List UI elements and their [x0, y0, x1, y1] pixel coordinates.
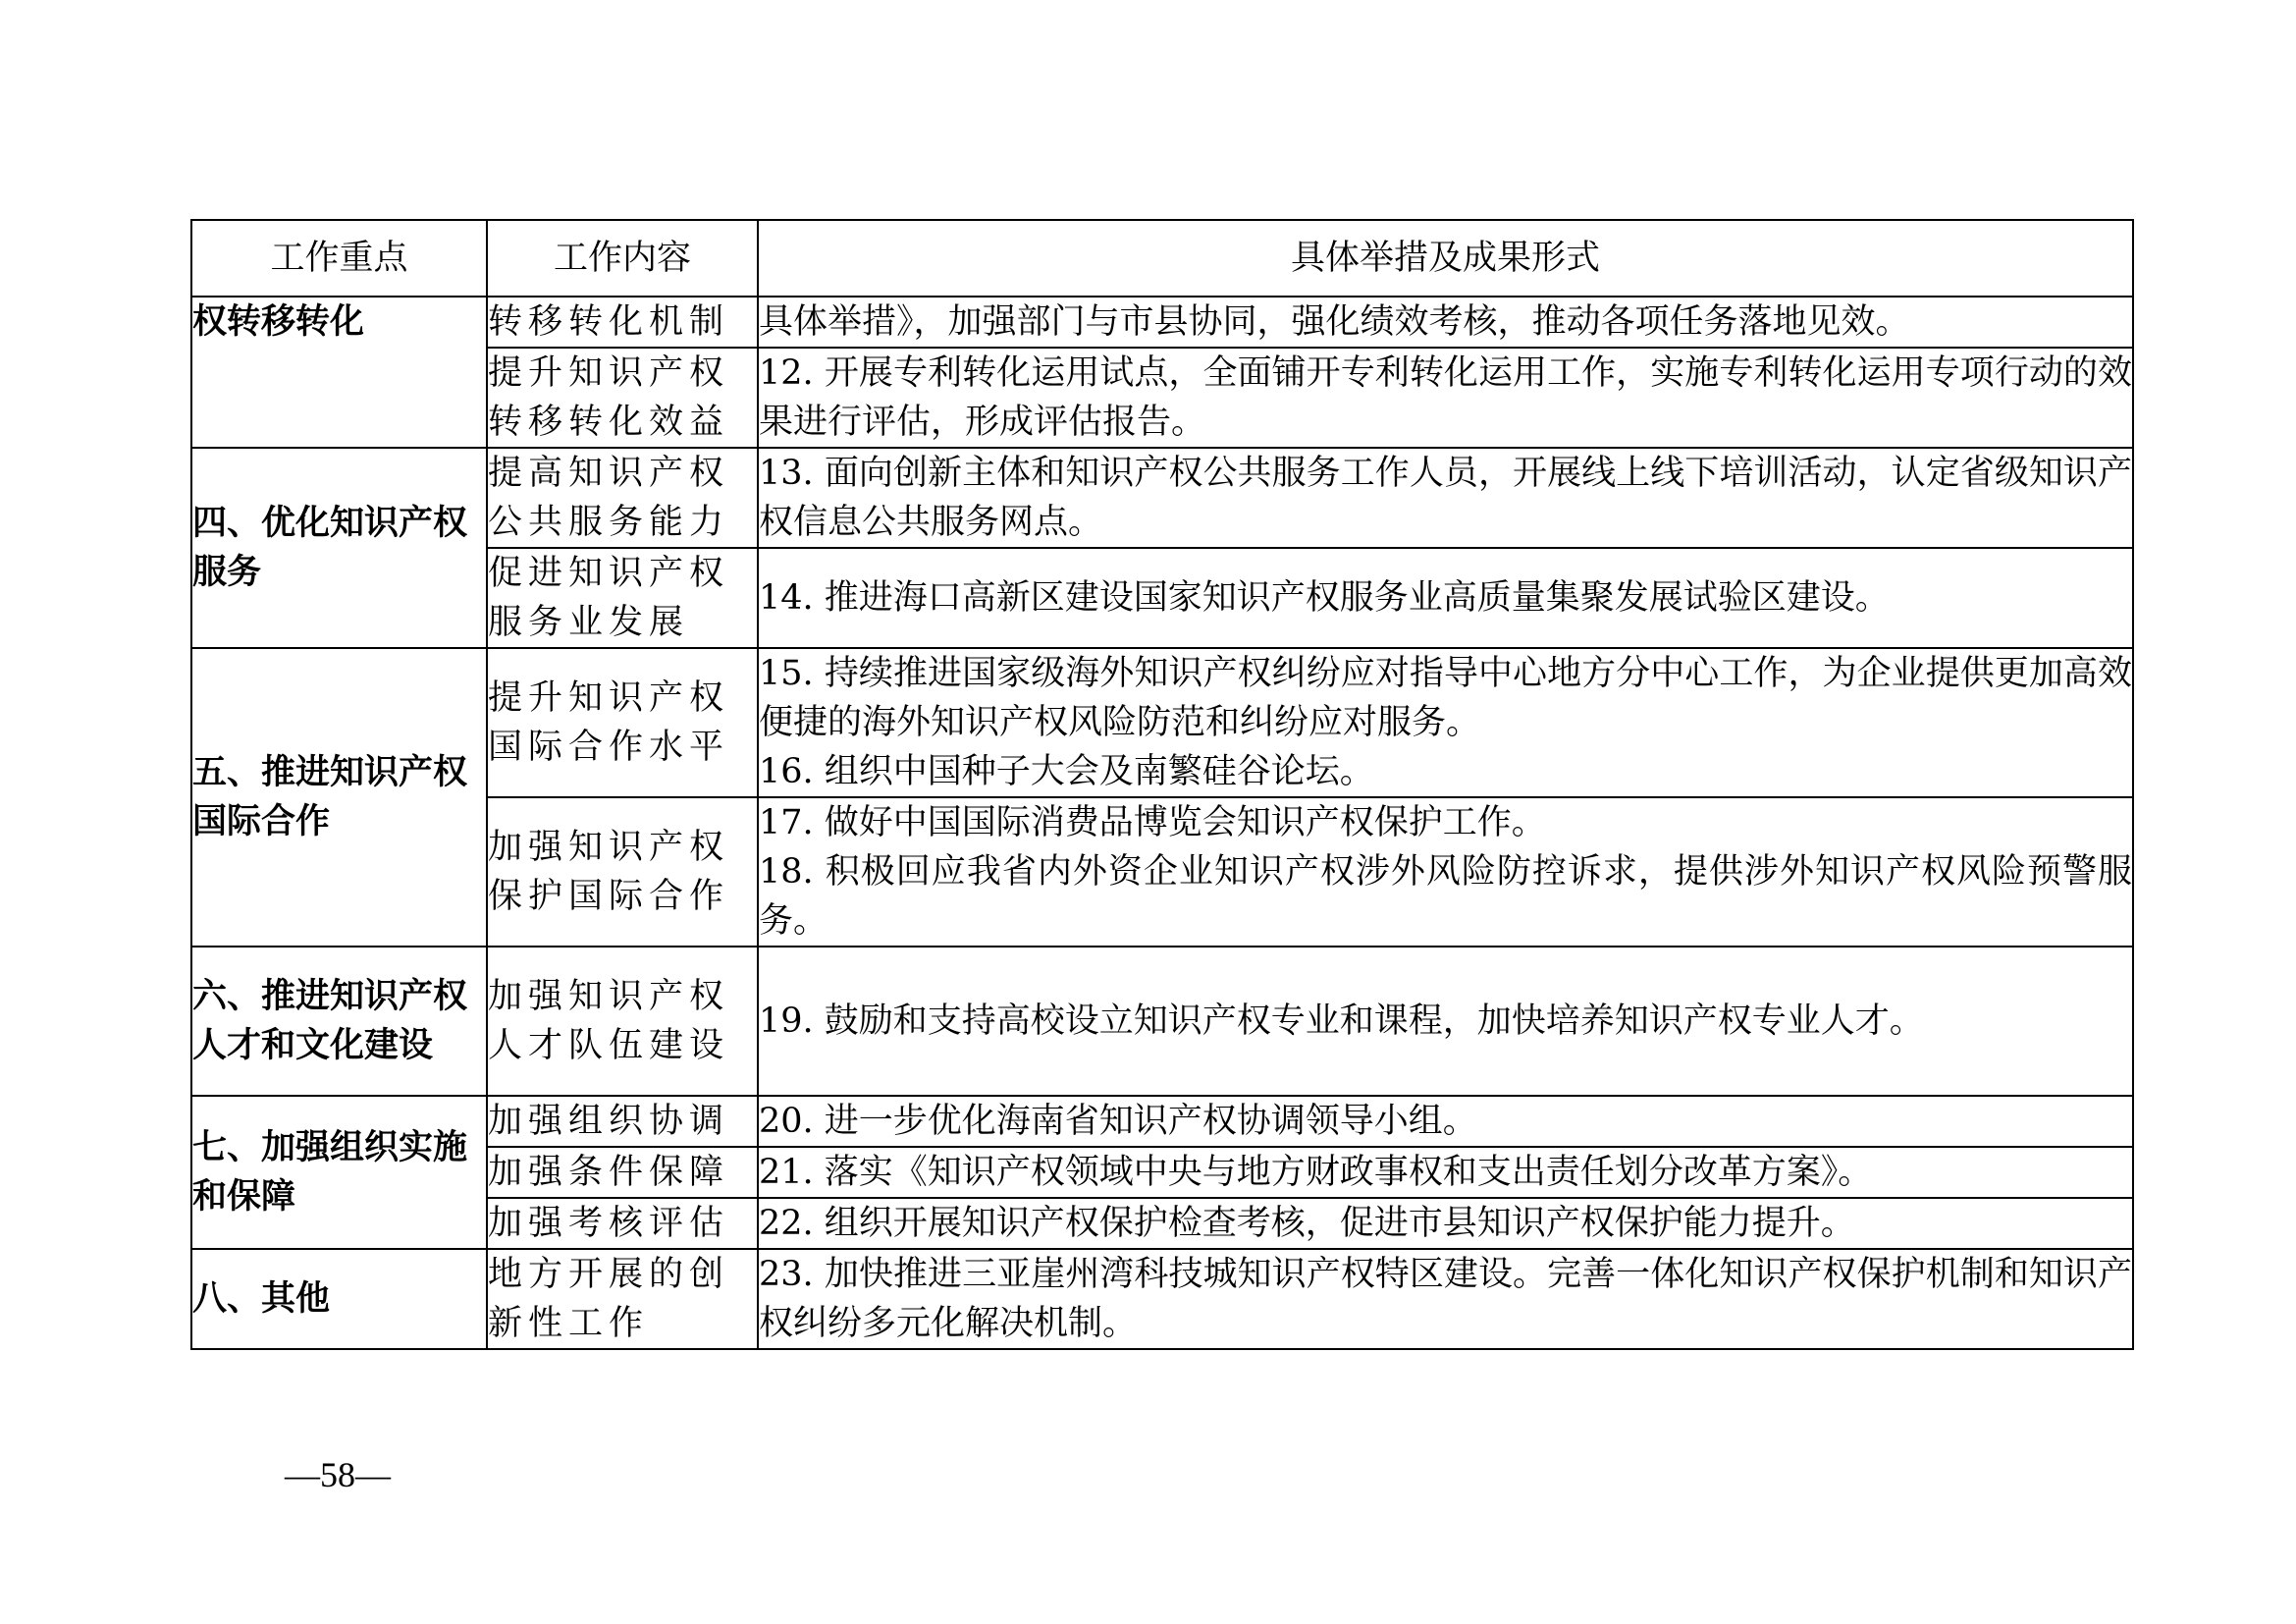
table-row — [191, 947, 2133, 1096]
content-cell: 加强考核评估 — [487, 1198, 758, 1249]
content-cell: 地方开展的创新性工作 — [487, 1249, 758, 1349]
focus-cell: 六、推进知识产权人才和文化建设 — [191, 947, 487, 1096]
measure-item: 15. 持续推进国家级海外知识产权纠纷应对指导中心地方分中心工作，为企业提供更加高效便捷的海外知识产权风险防范和纠纷应对服务。 — [759, 654, 2132, 742]
measure-item: 20. 进一步优化海南省知识产权协调领导小组。 — [759, 1102, 1477, 1141]
focus-cell: 权转移转化 — [191, 297, 487, 448]
table-row — [191, 448, 2133, 548]
table-row — [191, 1096, 2133, 1147]
focus-cell: 五、推进知识产权国际合作 — [191, 648, 487, 947]
content-cell: 加强知识产权保护国际合作 — [487, 797, 758, 947]
measure-item: 具体举措》，加强部门与市县协同，强化绩效考核，推动各项任务落地见效。 — [759, 302, 1910, 342]
header-content: 工作内容 — [487, 220, 758, 297]
measure-item: 16. 组织中国种子大会及南繁硅谷论坛。 — [759, 752, 1374, 791]
measure-item: 22. 组织开展知识产权保护检查考核，促进市县知识产权保护能力提升。 — [759, 1204, 1855, 1243]
measures-cell — [758, 297, 2133, 348]
measures-cell — [758, 448, 2133, 548]
table-row — [191, 297, 2133, 348]
table-row — [191, 1249, 2133, 1349]
focus-cell: 四、优化知识产权服务 — [191, 448, 487, 648]
measures-cell — [758, 1096, 2133, 1147]
focus-cell: 八、其他 — [191, 1249, 487, 1349]
content-cell: 提升知识产权国际合作水平 — [487, 648, 758, 797]
measure-item: 13. 面向创新主体和知识产权公共服务工作人员，开展线上线下培训活动，认定省级知识产权信息公共服务网点。 — [759, 454, 2132, 542]
measures-cell — [758, 1249, 2133, 1349]
page-number: —58— — [285, 1455, 391, 1494]
measure-item: 18. 积极回应我省内外资企业知识产权涉外风险防控诉求，提供涉外知识产权风险预警服务。 — [759, 852, 2132, 941]
table-row — [191, 648, 2133, 797]
content-cell: 促进知识产权服务业发展 — [487, 548, 758, 648]
content-cell: 加强条件保障 — [487, 1147, 758, 1198]
header-focus: 工作重点 — [191, 220, 487, 297]
content-cell: 提高知识产权公共服务能力 — [487, 448, 758, 548]
measures-cell — [758, 348, 2133, 448]
measures-cell — [758, 648, 2133, 797]
table-header-row — [191, 220, 2133, 297]
content-cell: 加强组织协调 — [487, 1096, 758, 1147]
measure-item: 12. 开展专利转化运用试点，全面铺开专利转化运用工作，实施专利转化运用专项行动的效果进行评估，形成评估报告。 — [759, 353, 2132, 442]
measure-item: 17. 做好中国国际消费品博览会知识产权保护工作。 — [759, 803, 1546, 842]
focus-cell: 七、加强组织实施和保障 — [191, 1096, 487, 1249]
header-measures: 具体举措及成果形式 — [758, 220, 2133, 297]
content-cell: 加强知识产权人才队伍建设 — [487, 947, 758, 1096]
work-plan-table — [190, 219, 2134, 1350]
measure-item: 23. 加快推进三亚崖州湾科技城知识产权特区建设。完善一体化知识产权保护机制和知识产权纠纷多元化解决机制。 — [759, 1255, 2132, 1343]
measures-cell — [758, 947, 2133, 1096]
measure-item: 21. 落实《知识产权领域中央与地方财政事权和支出责任划分改革方案》。 — [759, 1153, 1873, 1192]
measures-cell — [758, 1198, 2133, 1249]
content-cell: 转移转化机制 — [487, 297, 758, 348]
measures-cell — [758, 1147, 2133, 1198]
measures-cell — [758, 797, 2133, 947]
content-cell: 提升知识产权转移转化效益 — [487, 348, 758, 448]
measure-item: 19. 鼓励和支持高校设立知识产权专业和课程，加快培养知识产权专业人才。 — [759, 1001, 1924, 1041]
measures-cell — [758, 548, 2133, 648]
measure-item: 14. 推进海口高新区建设国家知识产权服务业高质量集聚发展试验区建设。 — [759, 578, 1890, 618]
